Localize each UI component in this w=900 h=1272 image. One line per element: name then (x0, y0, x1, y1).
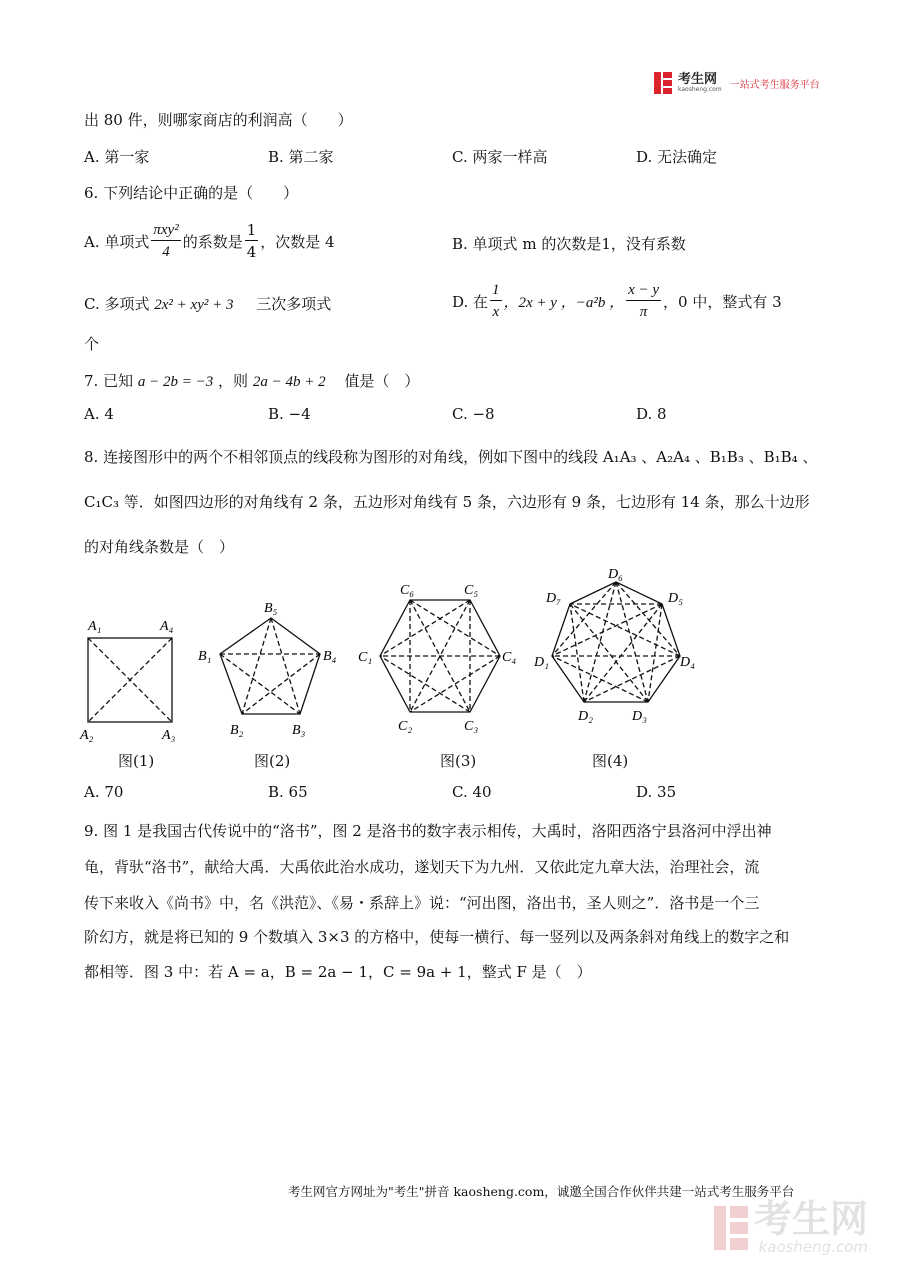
q6-d-prefix: D. 在 (452, 293, 489, 311)
q6-c-expression: 2x² + xy² + 3 (154, 297, 234, 313)
figure-hexagon (354, 578, 526, 738)
q6-c-prefix: C. 多项式 (84, 295, 150, 313)
q6-a-fraction (151, 220, 180, 263)
figure-heptagon (530, 560, 710, 730)
watermark-domain: kaosheng.com (758, 1238, 869, 1256)
q7-suffix: 值是（ ） (344, 372, 420, 390)
q9-line-4: 阶幻方，就是将已知的 9 个数填入 3×3 的方格中，使每一横行、每一竖列以及两条斜对角线上的数字之和 (84, 928, 790, 946)
watermark-name: 考生网 (754, 1197, 869, 1241)
q6-a-prefix: A. 单项式 (84, 233, 150, 251)
q6-a-suffix: ，次数是 4 (260, 233, 335, 251)
label-a1: A₁ (88, 619, 102, 634)
q6-a-numerator: πxy² (151, 220, 180, 241)
label-a3: A₃ (162, 728, 176, 742)
fig-caption-2: 图(2) (254, 752, 291, 770)
label-c3: C₃ (464, 719, 479, 734)
q7-option-c: C. −8 (452, 405, 495, 423)
q6-option-d (452, 280, 782, 323)
q8-line-3: 的对角线条数是（ ） (84, 538, 235, 556)
q6-d-fraction-1 (490, 280, 502, 323)
q7-option-a: A. 4 (84, 405, 114, 423)
q6-d-f1-num: 1 (490, 280, 502, 301)
q8-option-d: D. 35 (636, 783, 677, 801)
q6-stem: 6. 下列结论中正确的是（ ） (84, 184, 299, 202)
q6-c-suffix: 三次多项式 (256, 295, 332, 313)
q6-d-suffix: ，0 中，整式有 3 (663, 293, 782, 311)
label-c2: C₂ (398, 719, 413, 734)
q9-line-2: 龟，背驮“洛书”，献给大禹．大禹依此治水成功，遂划天下为九州．又依此定九章大法，治理社会，流 (84, 858, 760, 876)
label-b3: B₃ (292, 723, 306, 738)
label-a4: A₄ (160, 619, 174, 634)
q6-a-coef-den: 4 (246, 243, 257, 261)
q6-d-wrap: 个 (84, 335, 100, 353)
label-c6: C₆ (400, 583, 415, 598)
q8-option-c: C. 40 (452, 783, 492, 801)
label-d5: D₅ (668, 591, 683, 606)
q7-expression: 2a − 4b + 2 (252, 374, 326, 390)
q5-option-d: D. 无法确定 (636, 148, 718, 166)
q6-option-c (84, 293, 331, 314)
label-c1: C₁ (358, 650, 373, 665)
label-b1: B₁ (198, 649, 212, 664)
watermark-logo-icon (714, 1206, 748, 1250)
logo-icon (654, 72, 672, 94)
fig-caption-1: 图(1) (118, 752, 155, 770)
q6-option-b: B. 单项式 m 的次数是1，没有系数 (452, 235, 686, 253)
q6-d-fraction-2 (626, 280, 661, 323)
q9-line-3: 传下来收入《尚书》中，名《洪范》、《易・系辞上》说：“河出图，洛出书，圣人则之”．洛书是一个三 (84, 894, 760, 912)
label-d6: D₆ (608, 567, 623, 582)
q6-a-coef-num: 1 (246, 221, 257, 239)
q6-a-middle: 的系数是 (182, 233, 243, 251)
q5-option-c: C. 两家一样高 (452, 148, 548, 166)
q7-middle: ，则 (218, 372, 249, 390)
q7-stem (84, 370, 419, 391)
q8-option-b: B. 65 (268, 783, 308, 801)
q7-option-b: B. −4 (268, 405, 311, 423)
header-logo (654, 70, 820, 96)
q6-a-denominator: 4 (162, 244, 170, 260)
label-b4: B₄ (323, 649, 337, 664)
q6-d-middle: ，2x + y ，−a²b ， (503, 295, 625, 311)
q8-line-1: 8. 连接图形中的两个不相邻顶点的线段称为图形的对角线，例如下图中的线段 A₁A₃ 、A₂A₄ 、B₁B₃ 、B₁B₄ 、 (84, 448, 818, 466)
q8-line-2: C₁C₃ 等．如图四边形的对角线有 2 条，五边形对角线有 5 条，六边形有 9 条，七边形有 14 条，那么十边形 (84, 493, 810, 511)
label-b2: B₂ (230, 723, 244, 738)
logo-domain: kaosheng.com (678, 86, 722, 93)
label-d4: D₄ (680, 655, 695, 670)
q5-option-a: A. 第一家 (84, 148, 150, 166)
q6-d-f2-num: x − y (626, 280, 661, 301)
label-d1: D₁ (534, 655, 549, 670)
label-d7: D₇ (546, 591, 561, 606)
label-c4: C₄ (502, 650, 517, 665)
fig-caption-3: 图(3) (440, 752, 477, 770)
label-b5: B₅ (264, 601, 278, 616)
q9-line-5: 都相等．图 3 中：若 A = a，B = 2a − 1，C = 9a + 1，整式 F 是（ ） (84, 963, 592, 981)
q9-line-1: 9. 图 1 是我国古代传说中的“洛书”，图 2 是洛书的数字表示相传，大禹时，洛阳西洛宁县洛河中浮出神 (84, 822, 772, 840)
header-slogan: 一站式考生服务平台 (729, 79, 820, 91)
q8-option-a: A. 70 (84, 783, 124, 801)
q5-continuation: 出 80 件，则哪家商店的利润高（ ） (84, 111, 353, 129)
q6-d-f2-den: π (639, 304, 648, 320)
q5-option-b: B. 第二家 (268, 148, 334, 166)
q6-option-a (84, 220, 335, 263)
logo-name: 考生网 (678, 72, 718, 87)
label-d3: D₃ (632, 709, 647, 724)
footer-text: 考生网官方网址为"考生"拼音 kaosheng.com，诚邀全国合作伙伴共建一站式考生服务平台 (288, 1184, 795, 1199)
label-c5: C₅ (464, 583, 479, 598)
q7-condition: a − 2b = −3 (137, 374, 214, 390)
q7-option-d: D. 8 (636, 405, 667, 423)
fig-caption-4: 图(4) (592, 752, 629, 770)
figure-square (78, 612, 188, 742)
q6-a-coef-fraction (245, 220, 259, 263)
watermark (714, 1197, 869, 1256)
q7-prefix: 7. 已知 (84, 372, 134, 390)
figure-pentagon (196, 596, 346, 742)
q6-d-f1-den: x (492, 304, 500, 320)
label-d2: D₂ (578, 709, 593, 724)
label-a2: A₂ (80, 728, 94, 742)
